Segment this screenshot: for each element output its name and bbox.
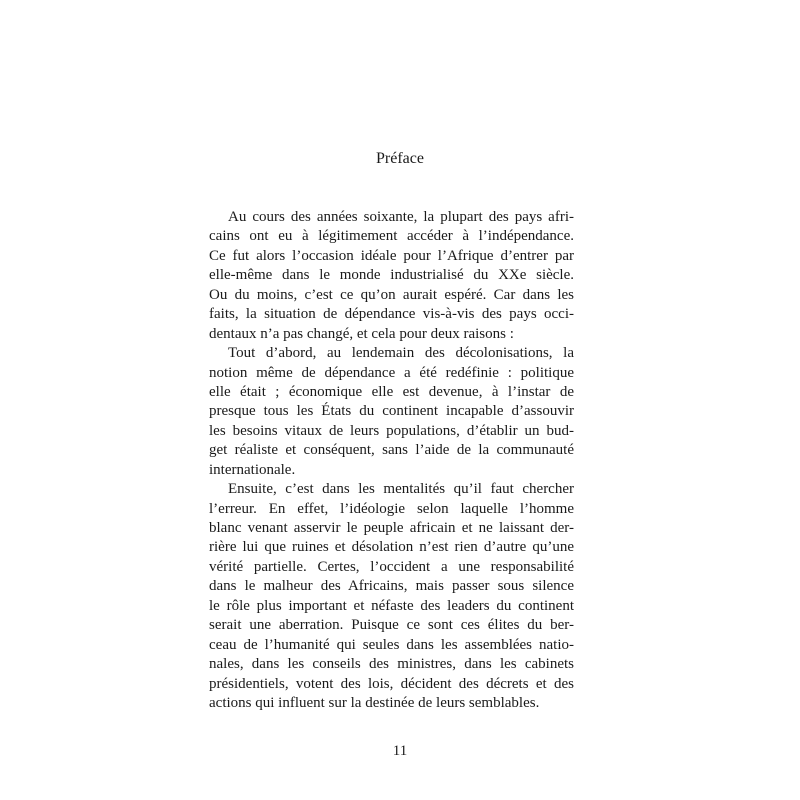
- text-line: les besoins vitaux de leurs populations, d’établir un bud-: [209, 422, 574, 439]
- text-line: dentaux n’a pas changé, et cela pour deux raisons :: [209, 325, 514, 342]
- text-line: l’erreur. En effet, l’idéologie selon laquelle l’homme: [209, 500, 574, 517]
- page-number: 11: [392, 743, 408, 759]
- text-line: Au cours des années soixante, la plupart des pays afri-: [228, 209, 574, 225]
- text-line: notion même de dépendance a été redéfinie : politique: [209, 364, 574, 381]
- text-line: Tout d’abord, au lendemain des décolonisations, la: [228, 345, 574, 362]
- text-line: actions qui influent sur la destinée de leurs semblables.: [209, 694, 540, 711]
- text-line: le rôle plus important et néfaste des leaders du continent: [209, 597, 574, 614]
- text-line: vérité partielle. Certes, l’occident a une responsabilité: [209, 558, 574, 575]
- text-line: nales, dans les conseils des ministres, dans les cabinets: [209, 656, 574, 673]
- text-line: Ou du moins, c’est ce qu’on aurait espéré. Car dans les: [209, 286, 574, 303]
- text-line: dans le malheur des Africains, mais passer sous silence: [209, 578, 574, 595]
- text-line: rière lui que ruines et désolation n’est rien d’autre qu’une: [209, 539, 574, 556]
- text-line: cains ont eu à légitimement accéder à l’indépendance.: [209, 228, 574, 245]
- page-title: Préface: [376, 150, 424, 167]
- text-line: elle-même dans le monde industrialisé du XXe siècle.: [209, 267, 574, 284]
- paragraph-1: [209, 208, 574, 344]
- text-line: presque tous les États du continent incapable d’assouvir: [209, 403, 574, 420]
- text-line: elle était ; économique elle est devenue, à l’instar de: [209, 383, 574, 400]
- text-line: internationale.: [209, 461, 296, 478]
- text-line: faits, la situation de dépendance vis-à-vis des pays occi-: [209, 306, 574, 323]
- preface-body: [209, 208, 574, 713]
- paragraph-3: [209, 480, 574, 713]
- text-line: serait une aberration. Puisque ce sont ces élites du ber-: [209, 617, 574, 634]
- paragraph-2: [209, 344, 574, 480]
- text-line: Ensuite, c’est dans les mentalités qu’il faut chercher: [228, 481, 574, 498]
- text-line: get réaliste et conséquent, sans l’aide de la communauté: [209, 442, 574, 459]
- text-line: blanc venant asservir le peuple africain et ne laissant der-: [209, 520, 574, 536]
- text-line: présidentiels, votent des lois, décident des décrets et des: [209, 675, 574, 692]
- text-line: Ce fut alors l’occasion idéale pour l’Afrique d’entrer par: [209, 247, 574, 264]
- text-line: ceau de l’humanité qui seules dans les assemblées natio-: [209, 636, 574, 653]
